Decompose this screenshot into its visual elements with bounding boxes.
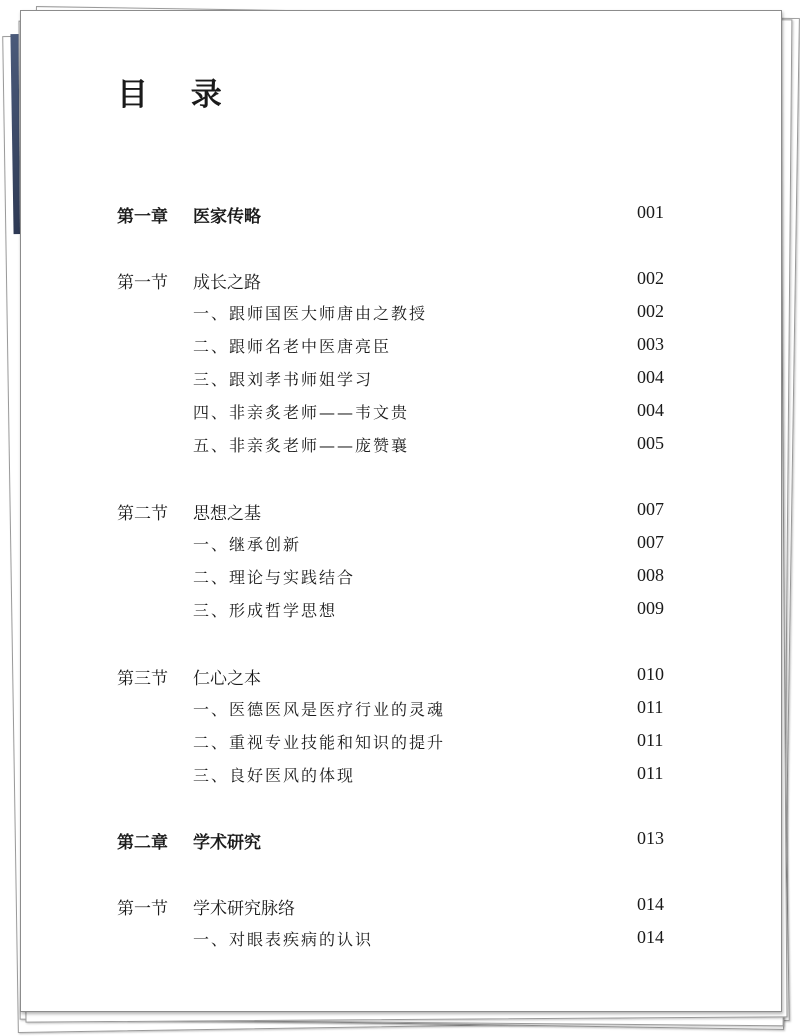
page-number: 009	[637, 598, 664, 618]
item-title: 二、跟师名老中医唐亮臣	[193, 337, 392, 356]
page-number: 014	[637, 894, 664, 914]
item-title: 三、跟刘孝书师姐学习	[193, 370, 374, 389]
toc-item-row	[21, 763, 781, 793]
page-number: 002	[637, 268, 664, 288]
page-number: 008	[637, 565, 664, 585]
page-number: 011	[637, 697, 664, 717]
toc-item-row	[21, 565, 781, 595]
item-title: 四、非亲炙老师——韦文贵	[193, 403, 410, 422]
toc-item-row	[21, 697, 781, 727]
page-number: 011	[637, 763, 664, 783]
page-number: 013	[637, 828, 664, 848]
section-label: 第三节	[117, 669, 168, 689]
toc-item-row	[21, 927, 781, 957]
toc-chapter-row	[21, 828, 781, 858]
item-title: 一、继承创新	[193, 535, 302, 554]
toc-item-row	[21, 367, 781, 397]
item-title: 二、重视专业技能和知识的提升	[193, 733, 446, 752]
chapter-label: 第一章	[117, 207, 168, 227]
page-number: 004	[637, 367, 664, 387]
page-number: 003	[637, 334, 664, 354]
page-number: 011	[637, 730, 664, 750]
toc-item-row	[21, 730, 781, 760]
toc-section-row	[21, 499, 781, 529]
page-title: 目 录	[117, 77, 238, 113]
page-number: 007	[637, 499, 664, 519]
item-title: 一、对眼表疾病的认识	[193, 930, 374, 949]
page-number: 002	[637, 301, 664, 321]
item-title: 二、理论与实践结合	[193, 568, 356, 587]
page-number: 007	[637, 532, 664, 552]
toc-item-row	[21, 433, 781, 463]
page-number: 004	[637, 400, 664, 420]
section-label: 第二节	[117, 504, 168, 524]
section-title: 学术研究脉络	[193, 899, 295, 919]
item-title: 一、跟师国医大师唐由之教授	[193, 304, 428, 323]
item-title: 三、形成哲学思想	[193, 601, 338, 620]
toc-page	[20, 10, 782, 1012]
toc-item-row	[21, 334, 781, 364]
section-label: 第一节	[117, 273, 168, 293]
section-title: 思想之基	[193, 504, 261, 524]
section-label: 第一节	[117, 899, 168, 919]
toc-item-row	[21, 598, 781, 628]
page-number: 005	[637, 433, 664, 453]
chapter-label: 第二章	[117, 833, 168, 853]
page-number: 014	[637, 927, 664, 947]
section-title: 成长之路	[193, 273, 261, 293]
toc-chapter-row	[21, 202, 781, 232]
toc-item-row	[21, 532, 781, 562]
item-title: 三、良好医风的体现	[193, 766, 356, 785]
section-title: 仁心之本	[193, 669, 261, 689]
page-number: 010	[637, 664, 664, 684]
toc-section-row	[21, 664, 781, 694]
toc-item-row	[21, 301, 781, 331]
toc-section-row	[21, 894, 781, 924]
chapter-title: 学术研究	[193, 833, 261, 853]
page-number: 001	[637, 202, 664, 222]
item-title: 五、非亲炙老师——庞赞襄	[193, 436, 410, 455]
chapter-title: 医家传略	[193, 207, 261, 227]
item-title: 一、医德医风是医疗行业的灵魂	[193, 700, 446, 719]
toc-section-row	[21, 268, 781, 298]
toc-item-row	[21, 400, 781, 430]
